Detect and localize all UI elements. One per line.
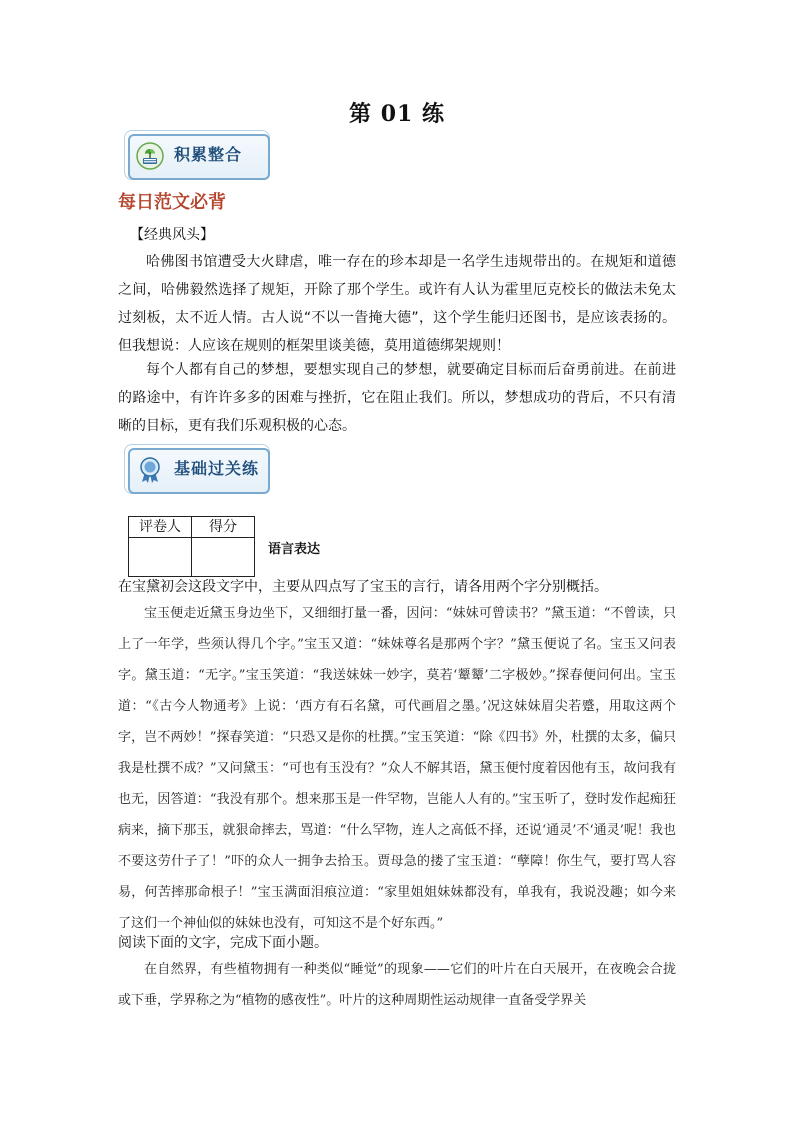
- question-1: 在宝黛初会这段文字中，主要从四点写了宝玉的言行，请各用两个字分别概括。: [118, 579, 608, 595]
- section-banner-basic-practice: [124, 444, 272, 496]
- subheading: 【经典风头】: [130, 227, 214, 243]
- score-table-cell-grader: [129, 538, 192, 577]
- score-table-header-grader: 评卷人: [129, 517, 192, 538]
- score-table: [128, 516, 255, 577]
- paragraph-1: 哈佛图书馆遭受大火肆虐，唯一存在的珍本却是一名学生违规带出的。在规矩和道德之间，哈佛毅然选择了规矩，开除了那个学生。或许有人认为霍里厄克校长的做法未免太过刻板，太不近人情。古人说“不以一眚掩大德”，这个学生能归还图书，是应该表扬的。但我想说：人应该在规则的框架里谈美德，莫用道德绑架规则！: [118, 254, 676, 354]
- book-plant-icon: [136, 142, 164, 170]
- question-2: 阅读下面的文字，完成下面小题。: [118, 935, 328, 951]
- paragraph-2: 每个人都有自己的梦想，要想实现自己的梦想，就要确定目标而后奋勇前进。在前进的路途中，有许许多多的困难与挫折，它在阻止我们。所以，梦想成功的背后，不只有清晰的目标，更有我们乐观积极的心态。: [118, 362, 676, 434]
- reading-excerpt-1: 宝玉便走近黛玉身边坐下，又细细打量一番，因问：“妹妹可曾读书？”黛玉道：“不曾读，只上了一年学，些须认得几个字。”宝玉又道：“妹妹尊名是那两个字？”黛玉便说了名。宝玉又问表字。黛玉道：“无字。”宝玉笑道：“我送妹妹一妙字，莫若‘颦颦’二字极妙。”探春便问何出。宝玉道：“《古今人物通考》上说：‘西方有石名黛，可代画眉之墨。’况这妹妹眉尖若蹙，用取这两个字，岂不两妙！”探春笑道：“只恐又是你的杜撰。”宝玉笑道：“除《四书》外，杜撰的太多，偏只我是杜撰不成？”又问黛玉：“可也有玉没有？”众人不解其语，黛玉便忖度着因他有玉，故问我有也无，因答道：“我没有那个。想来那玉是一件罕物，岂能人人有的。”宝玉听了，登时发作起痴狂病来，摘下那玉，就狠命摔去，骂道：“什么罕物，连人之高低不择，还说‘通灵’不‘通灵’呢！我也不要这劳什子了！”吓的众人一拥争去拾玉。贾母急的搂了宝玉道：“孽障！你生气，要打骂人容易，何苦摔那命根子！”宝玉满面泪痕泣道：“家里姐姐妹妹都没有，单我有，我说没趣；如今来了这们一个神仙似的妹妹也没有，可知这不是个好东西。”: [118, 606, 676, 931]
- reading-excerpt-2: 在自然界，有些植物拥有一种类似“睡觉”的现象——它们的叶片在白天展开，在夜晚会合拢或下垂，学界称之为“植物的感夜性”。叶片的这种周期性运动规律一直备受学界关: [118, 962, 676, 1008]
- score-table-cell-score: [192, 538, 255, 577]
- banner-label: 积累整合: [174, 145, 243, 164]
- page-title: 第 01 练: [349, 101, 445, 127]
- section-heading: 每日范文必背: [118, 192, 226, 213]
- banner-label: 基础过关练: [174, 459, 260, 478]
- score-table-header-score: 得分: [192, 517, 255, 538]
- section-label: 语言表达: [268, 542, 321, 557]
- section-banner-accumulation: [124, 130, 272, 182]
- medal-icon: [136, 456, 164, 484]
